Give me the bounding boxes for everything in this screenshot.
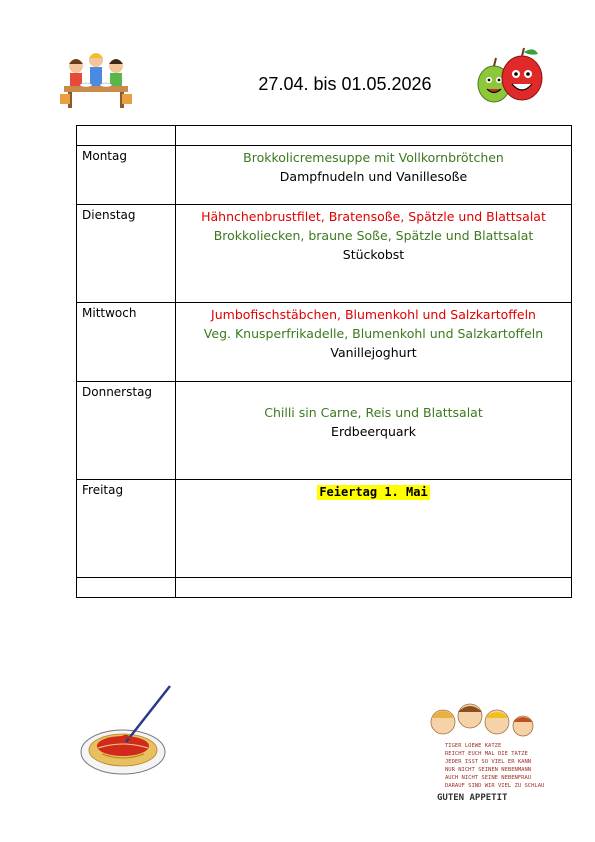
dish-line: Erdbeerquark bbox=[331, 424, 416, 439]
poem-line: NUR NICHT SEINEN NEBENMANN bbox=[445, 767, 532, 773]
dishes-cell bbox=[176, 205, 572, 303]
table-row bbox=[77, 480, 572, 578]
dish-line: Brokkoliecken, braune Soße, Spätzle und Blattsalat bbox=[213, 228, 534, 243]
poem-line: REICHT EUCH MAL DIE TATZE bbox=[445, 751, 528, 757]
dish-line: Hähnchenbrustfilet, Bratensoße, Spätzle und Blattsalat bbox=[201, 209, 546, 224]
apple-pear-image bbox=[470, 44, 550, 110]
header-dishes-cell bbox=[176, 126, 572, 146]
day-label: Dienstag bbox=[77, 205, 176, 303]
page-title: 27.04. bis 01.05.2026 bbox=[258, 74, 432, 94]
poem-line: JEDER ISST SO VIEL ER KANN bbox=[445, 759, 532, 765]
footer-dishes-cell bbox=[176, 578, 572, 598]
dish-line: Veg. Knusperfrikadelle, Blumenkohl und Salzkartoffeln bbox=[203, 326, 544, 341]
dishes-cell bbox=[176, 480, 572, 578]
table-row bbox=[77, 146, 572, 205]
table-row bbox=[77, 382, 572, 480]
day-label: Freitag bbox=[77, 480, 176, 578]
dishes-cell bbox=[176, 303, 572, 382]
day-label: Donnerstag bbox=[77, 382, 176, 480]
poem-line: TIGER LOEWE KATZE bbox=[445, 743, 502, 749]
guten-appetit-image bbox=[425, 700, 560, 815]
table-header-row bbox=[77, 126, 572, 146]
spaghetti-plate-image bbox=[78, 680, 178, 780]
holiday-label: Feiertag 1. Mai bbox=[319, 485, 428, 499]
table-row bbox=[77, 205, 572, 303]
footer-day-cell bbox=[77, 578, 176, 598]
day-label: Mittwoch bbox=[77, 303, 176, 382]
header-day-cell bbox=[77, 126, 176, 146]
dish-line: Brokkolicremesuppe mit Vollkornbrötchen bbox=[243, 150, 504, 165]
table-row bbox=[77, 303, 572, 382]
day-label: Montag bbox=[77, 146, 176, 205]
dish-line: Chilli sin Carne, Reis und Blattsalat bbox=[264, 405, 483, 420]
dish-line: Stückobst bbox=[342, 247, 405, 262]
table-footer-row bbox=[77, 578, 572, 598]
dish-line: Vanillejoghurt bbox=[330, 345, 417, 360]
poem-line: DARAUF SIND WIR VIEL ZU SCHLAU bbox=[445, 783, 545, 789]
dish-line: Dampfnudeln und Vanillesoße bbox=[279, 169, 468, 184]
dish-line: Jumbofischstäbchen, Blumenkohl und Salzkartoffeln bbox=[211, 307, 536, 322]
poem-line: AUCH NICHT SEINE NEBENFRAU bbox=[445, 775, 532, 781]
dishes-cell bbox=[176, 146, 572, 205]
menu-table bbox=[76, 125, 572, 598]
dishes-cell bbox=[176, 382, 572, 480]
children-at-table-image bbox=[56, 44, 136, 114]
poem-title: GUTEN APPETIT bbox=[437, 793, 508, 803]
